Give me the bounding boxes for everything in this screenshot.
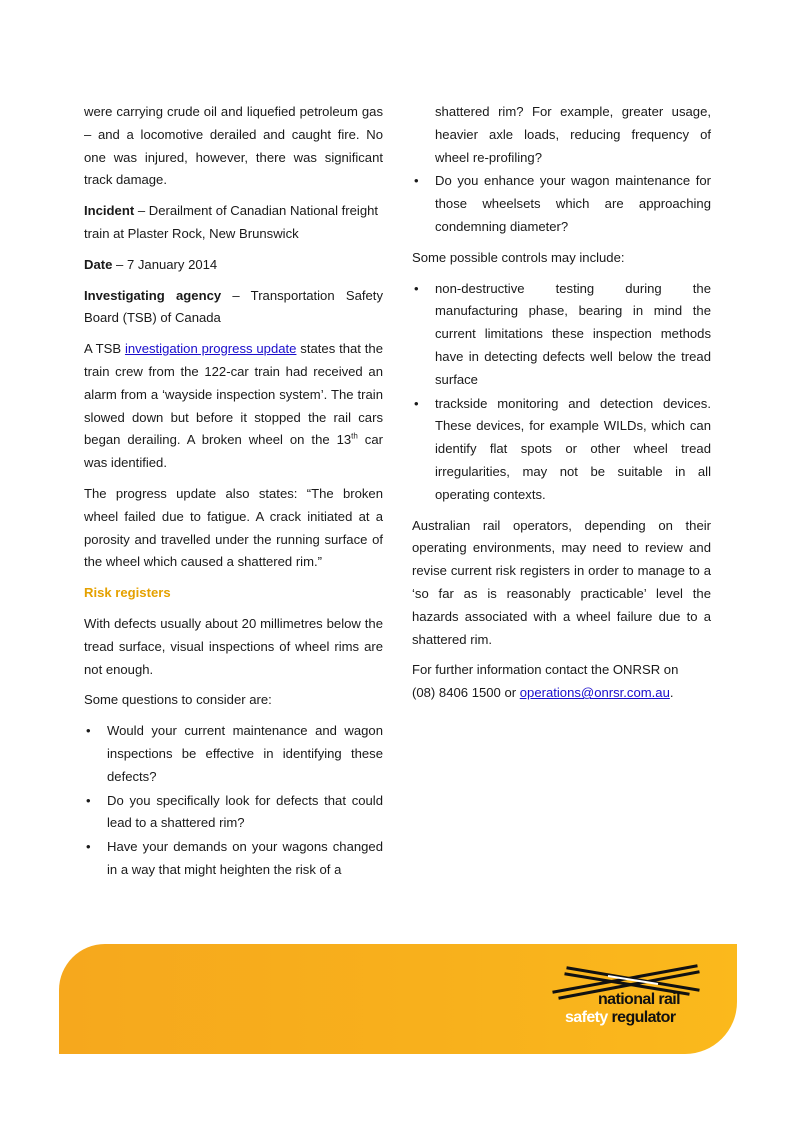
- contact-phone: (08) 8406 1500 or: [412, 685, 520, 701]
- controls-list: [412, 278, 711, 507]
- bullet-icon: •: [414, 395, 419, 411]
- tsb-mid: states that the train crew from the 122-car train had received an alarm from a ‘wayside inspection system’. The train slowed down but before it stopped the rail cars began derailing. A broken wheel on the 13: [84, 341, 383, 448]
- paragraph-intro: were carrying crude oil and liquefied petroleum gas – and a locomotive derailed and caught fire. No one was injured, however, there was significant track damage.: [84, 104, 383, 188]
- left-column: [84, 101, 383, 890]
- list-item: • trackside monitoring and detection devices. These devices, for example WILDs, which can identify flat spots or other wheel tread irregularities, may not be suitable in all operating contexts.: [412, 393, 711, 507]
- bullet-icon: •: [414, 173, 419, 189]
- progress-paragraph: The progress update also states: “The broken wheel failed due to fatigue. A crack initiated at a porosity and travelled under the running surface of the wheel which caused a shattered rim.”: [84, 485, 383, 570]
- defects-paragraph: With defects usually about 20 millimetres below the tread surface, visual inspections of wheel rims are not enough.: [84, 615, 383, 677]
- agency-text: – Transportation Safety Board (TSB) of Canada: [84, 287, 383, 326]
- investigation-progress-update-link[interactable]: investigation progress update: [124, 341, 297, 357]
- contact-paragraph: For further information contact the ONRSR on (08) 8406 1500 or operations@onrsr.com.au.: [412, 662, 679, 701]
- bullet-icon: •: [414, 280, 419, 296]
- date-paragraph: [84, 254, 383, 277]
- bullet-icon: •: [86, 723, 91, 739]
- agency-label: Investigating agency: [84, 287, 222, 303]
- contact-email-link[interactable]: operations@onrsr.com.au: [519, 685, 670, 701]
- tsb-end: car was identified.: [84, 432, 383, 471]
- risk-registers-heading: Risk registers: [84, 585, 171, 601]
- questions-list: [84, 720, 383, 882]
- questions-paragraph: Some questions to consider are:: [84, 692, 272, 708]
- logo-text-safety-regulator: [565, 1010, 675, 1026]
- ordinal-suffix: th: [351, 432, 358, 441]
- logo-text-national-rail: national rail: [598, 991, 680, 1008]
- bullet-icon: •: [86, 792, 91, 808]
- list-item: • Would your current maintenance and wagon inspections be effective in identifying these defects?: [84, 720, 383, 788]
- incident-paragraph: [84, 200, 383, 246]
- tsb-prefix: A TSB: [84, 341, 125, 357]
- list-item: • Do you enhance your wagon maintenance for those wheelsets which are approaching condemning diameter?: [412, 170, 711, 238]
- questions-list-continued: [412, 101, 711, 239]
- date-label: Date: [84, 256, 113, 272]
- controls-paragraph: Some possible controls may include:: [412, 249, 625, 265]
- right-column: [412, 101, 711, 713]
- list-item: shattered rim? For example, greater usage, heavier axle loads, reducing frequency of wheel re-profiling?: [435, 104, 711, 165]
- logo-word-safety: safety: [565, 1009, 608, 1026]
- list-item: • Do you specifically look for defects that could lead to a shattered rim?: [84, 790, 383, 836]
- tsb-paragraph: [84, 338, 383, 475]
- logo-word-regulator: regulator: [611, 1009, 676, 1026]
- list-item: • non-destructive testing during the manufacturing phase, bearing in mind the current limitations these inspection methods have in detecting defects well below the tread surface: [412, 278, 711, 392]
- australian-operators-paragraph: Australian rail operators, depending on their operating environments, may need to review and revise current risk registers in order to manage to a ‘so far as is reasonably practicable’ level the hazards associated with a wheel failure due to a shattered rim.: [412, 517, 711, 647]
- incident-text: – Derailment of Canadian National freight train at Plaster Rock, New Brunswick: [84, 203, 379, 241]
- incident-label: Incident: [84, 203, 135, 219]
- date-text: – 7 January 2014: [112, 256, 218, 272]
- contact-line: For further information contact the ONRSR on: [412, 662, 679, 678]
- agency-paragraph: [84, 285, 383, 331]
- bullet-icon: •: [86, 839, 91, 855]
- list-item: • Have your demands on your wagons changed in a way that might heighten the risk of a: [84, 836, 383, 882]
